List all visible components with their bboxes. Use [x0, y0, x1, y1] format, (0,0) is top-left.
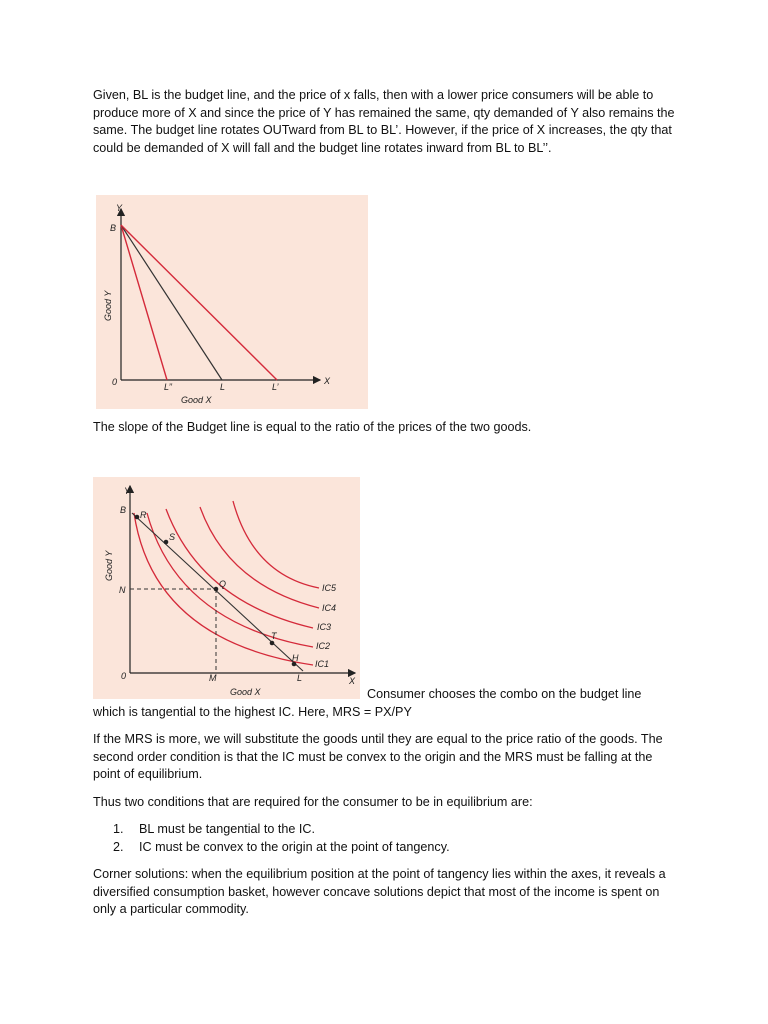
point-r-label: R	[140, 510, 147, 520]
y-axis-label: Y	[116, 203, 123, 213]
intro-paragraph: Given, BL is the budget line, and the price of x falls, then with a lower price consumers will be able to produce more of X and since the price of Y has remained the same, qty demanded of Y also remains the same. The budget line rotates OUTward from BL to BL’. However, if the price of X increases, the qty that could be demanded of X will fall and the budget line rotates inward from BL to BL’’.	[93, 88, 675, 155]
l-mid-label: L	[220, 382, 226, 392]
condition-number: 1.	[113, 822, 124, 836]
indifference-curves-figure	[93, 477, 360, 699]
condition-item	[113, 821, 450, 839]
point-r	[135, 515, 140, 520]
point-s-label: S	[169, 532, 176, 542]
n-label: N	[119, 585, 126, 595]
budget-line	[132, 513, 303, 671]
x-axis-label: X	[349, 676, 356, 686]
condition-text: BL must be tangential to the IC.	[139, 822, 315, 836]
condition-text: IC must be convex to the origin at the point of tangency.	[139, 839, 450, 854]
ic5-label: IC5	[322, 583, 337, 593]
ic2-label: IC2	[316, 641, 331, 651]
ic1-label: IC1	[315, 659, 330, 669]
intercept-b-label: B	[110, 223, 117, 233]
budget-line-bl	[121, 225, 222, 380]
thus-paragraph: Thus two conditions that are required for the consumer to be in equilibrium are:	[93, 795, 533, 809]
b-label: B	[120, 505, 127, 515]
m-label: M	[209, 673, 217, 683]
origin-label: 0	[121, 671, 127, 681]
indifference-curve-ic3	[166, 509, 313, 628]
consumer-paragraph-line2: which is tangential to the highest IC. Here, MRS = PX/PY	[93, 705, 412, 719]
x-axis-label: X	[324, 376, 331, 386]
y-axis-title: Good Y	[103, 290, 113, 321]
condition-number: 2.	[113, 839, 124, 854]
budget-line-rotation-figure	[96, 195, 368, 409]
ic4-label: IC4	[322, 603, 337, 613]
conditions-list	[113, 821, 450, 856]
y-axis-title: Good Y	[104, 550, 114, 581]
origin-label: 0	[112, 377, 118, 387]
indifference-curve-ic5	[233, 501, 319, 588]
y-axis-label: Y	[124, 486, 131, 496]
ic3-label: IC3	[317, 622, 332, 632]
point-t-label: T	[271, 631, 277, 641]
point-q-label: Q	[219, 579, 227, 589]
l-label: L	[297, 673, 303, 683]
point-s	[164, 540, 169, 545]
slope-paragraph: The slope of the Budget line is equal to the ratio of the prices of the two goods.	[93, 420, 532, 434]
l-outer-label: L’	[272, 382, 279, 392]
corner-solutions-paragraph: Corner solutions: when the equilibrium position at the point of tangency lies within the axes, it reveals a diversified consumption basket, however concave solutions depict that most of the income is spent on only a particular commodity.	[93, 867, 666, 917]
point-t	[270, 641, 275, 646]
mrs-paragraph: If the MRS is more, we will substitute the goods until they are equal to the price ratio of the goods. The second order condition is that the IC must be convex to the origin and the MRS must be falling at the point of equilibrium.	[93, 732, 663, 782]
point-q	[214, 587, 219, 592]
x-axis-title: Good X	[230, 687, 261, 697]
l-inner-label: L’’	[164, 382, 173, 392]
x-axis-title: Good X	[181, 395, 212, 405]
point-h-label: H	[292, 653, 299, 663]
condition-item	[113, 839, 450, 857]
consumer-paragraph-line1: Consumer chooses the combo on the budget line	[367, 687, 642, 701]
